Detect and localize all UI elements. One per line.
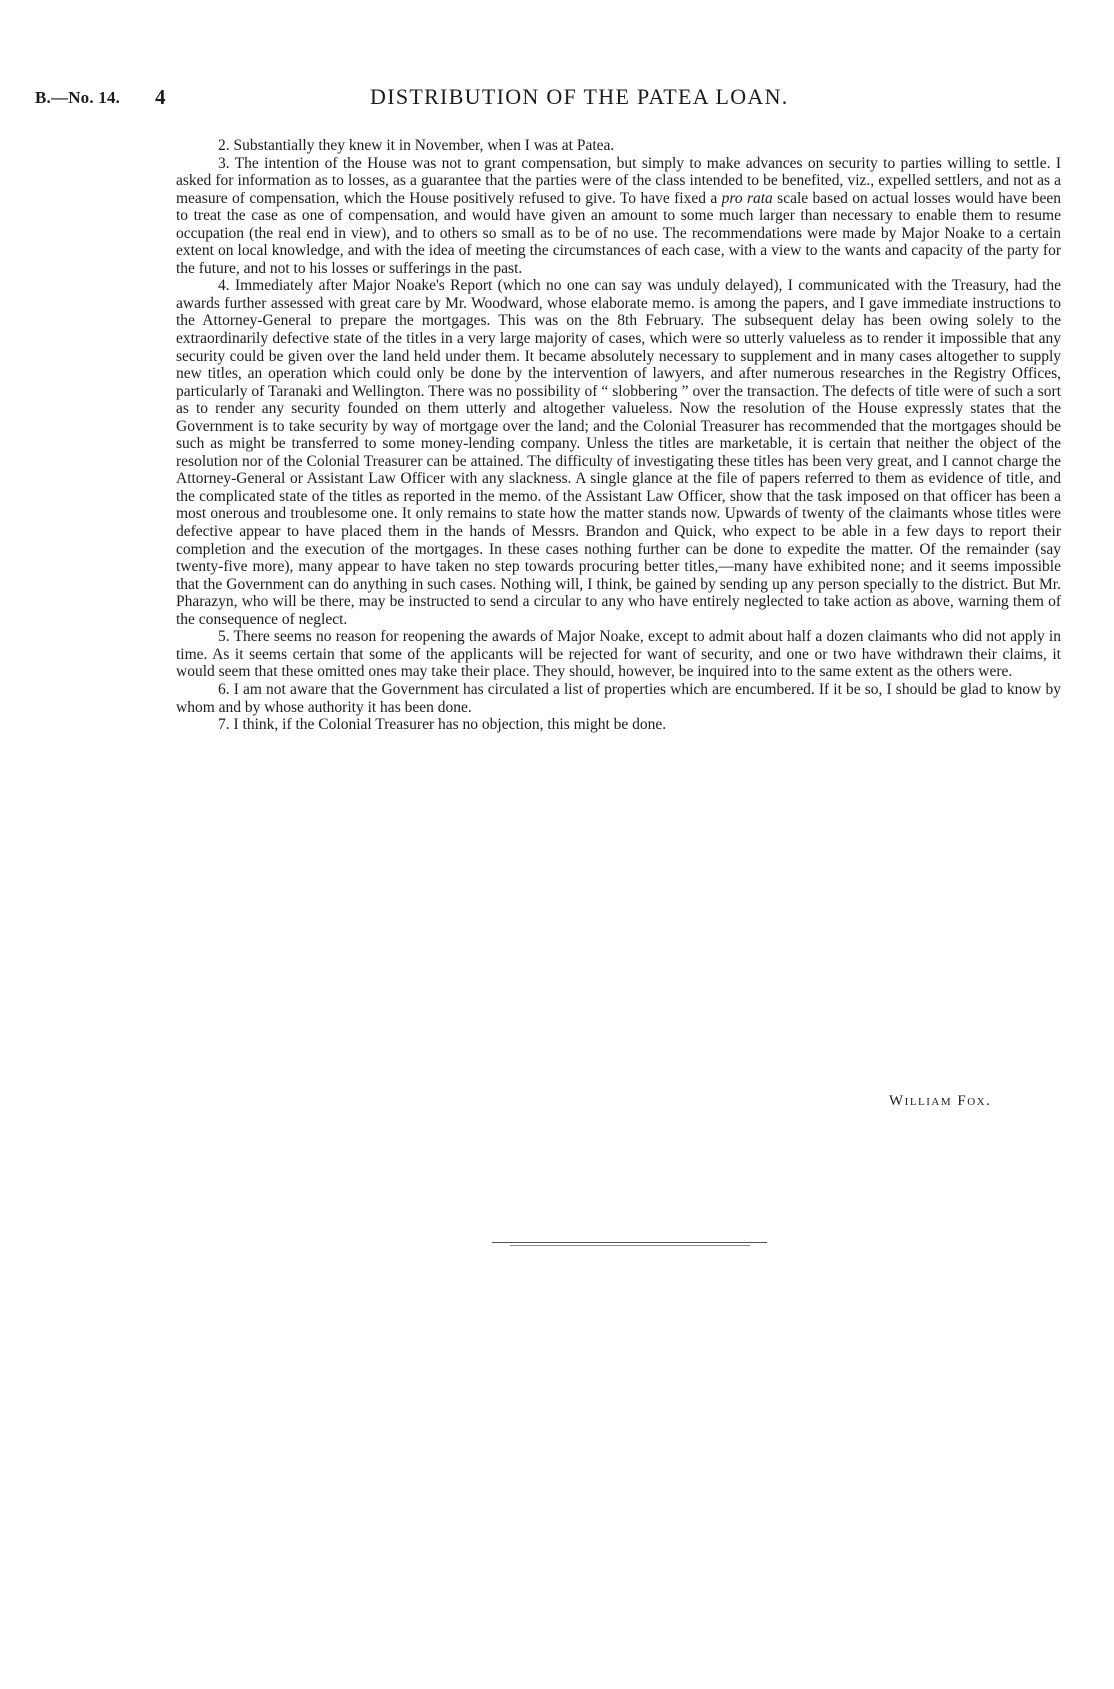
closing-rule-secondary (510, 1245, 750, 1246)
paragraph-5 (176, 628, 1061, 681)
paragraph-text: 4. Immediately after Major Noake's Report (which no one can say was unduly delayed), I communicated with the Treasury, had the awards further assessed with great care by Mr. Woodward, whose elaborate memo. is among the papers, and I gave immediate instructions to the Attorney-General to prepare the mortgages. This was on the 8th February. The subsequent delay has been owing solely to the extraordinarily defective state of the titles in a very large majority of cases, which were so utterly valueless as to render it impossible that any security could be given over the land held under them. It became absolutely necessary to supplement and in many cases altogether to supply new titles, an operation which could only be done by the intervention of lawyers, and after numerous researches in the Registry Offices, particularly of Taranaki and Wellington. There was no possibility of “ slobbering ” over the transaction. The defects of title were of such a sort as to render any security founded on them utterly and altogether valueless. Now the resolution of the House expressly states that the Government is to take security by way of mortgage over the land; and the Colonial Treasurer has recommended that the mortgages should be such as might be transferred to some money-lending company. Unless the titles are marketable, it is certain that neither the object of the resolution nor of the Colonial Treasurer can be attained. The difficulty of investigating these titles has been very great, and I cannot charge the Attorney-General or Assistant Law Officer with any slackness. A single glance at the file of papers referred to them as evidence of title, and the complicated state of the titles as reported in the memo. of the Assistant Law Officer, show that the task imposed on that officer has been a most onerous and troublesome one. It only remains to state how the matter stands now. Upwards of twenty of the claimants whose titles were defective appear to have placed them in the hands of Messrs. Brandon and Quick, who expect to be able in a few days to report their completion and the execution of the mortgages. In these cases nothing further can be done to expedite the matter. Of the remainder (say twenty-five more), many appear to have taken no step towards procuring better titles,—many have exhibited none; and it seems impossible that the Government can do anything in such cases. Nothing will, I think, be gained by sending up any person specially to the district. But Mr. Pharazyn, who will be there, may be instructed to send a circular to any who have entirely neglected to take action as above, warning them of the consequence of neglect. (176, 277, 1061, 628)
paragraph-6 (176, 681, 1061, 716)
paragraph-text-continued: scale based on actual losses would have been to treat the case as one of compensation, and would have given an amount to some much larger than necessary to enable them to resume occupation (the real end in view), and to others so small as to be of no use. The recommendations were made by Major Noake to a certain extent on local knowledge, and with the idea of meeting the circumstances of each case, with a view to the wants and capacity of the party for the future, and not to his losses or sufferings in the past. (176, 189, 1061, 277)
paragraph-text: 2. Substantially they knew it in November, when I was at Patea. (218, 137, 615, 154)
page-number: 4 (155, 85, 166, 109)
paragraph-text: 6. I am not aware that the Government has circulated a list of properties which are encumbered. If it be so, I should be glad to know by whom and by whose authority it has been done. (176, 680, 1061, 716)
page-header (0, 84, 1114, 114)
paragraph-4 (176, 277, 1061, 628)
paragraph-3 (176, 155, 1061, 278)
paragraph-text: 3. The intention of the House was not to grant compensation, but simply to make advances on security to parties willing to settle. I asked for information as to losses, as a guarantee that the parties were of the class intended to be benefited, viz., expelled settlers, and not as a measure of compensation, which the House positively refused to give. To have fixed a (176, 154, 1061, 207)
italic-phrase: pro rata (721, 189, 773, 207)
document-body (176, 137, 1061, 734)
paragraph-7 (176, 716, 1061, 734)
paragraph-2 (176, 137, 1061, 155)
paragraph-text: 7. I think, if the Colonial Treasurer has no objection, this might be done. (218, 716, 667, 734)
page-title: DISTRIBUTION OF THE PATEA LOAN. (370, 84, 789, 109)
document-reference: B.—No. 14. (35, 88, 121, 107)
paragraph-text: 5. There seems no reason for reopening the awards of Major Noake, except to admit about half a dozen claimants who did not apply in time. As it seems certain that some of the applicants will be rejected for want of security, and one or two have withdrawn their claims, it would seem that these omitted ones may take their place. They should, however, be inquired into to the same extent as the others were. (176, 628, 1061, 681)
signature: William Fox. (889, 1093, 992, 1109)
closing-rule (492, 1242, 767, 1243)
